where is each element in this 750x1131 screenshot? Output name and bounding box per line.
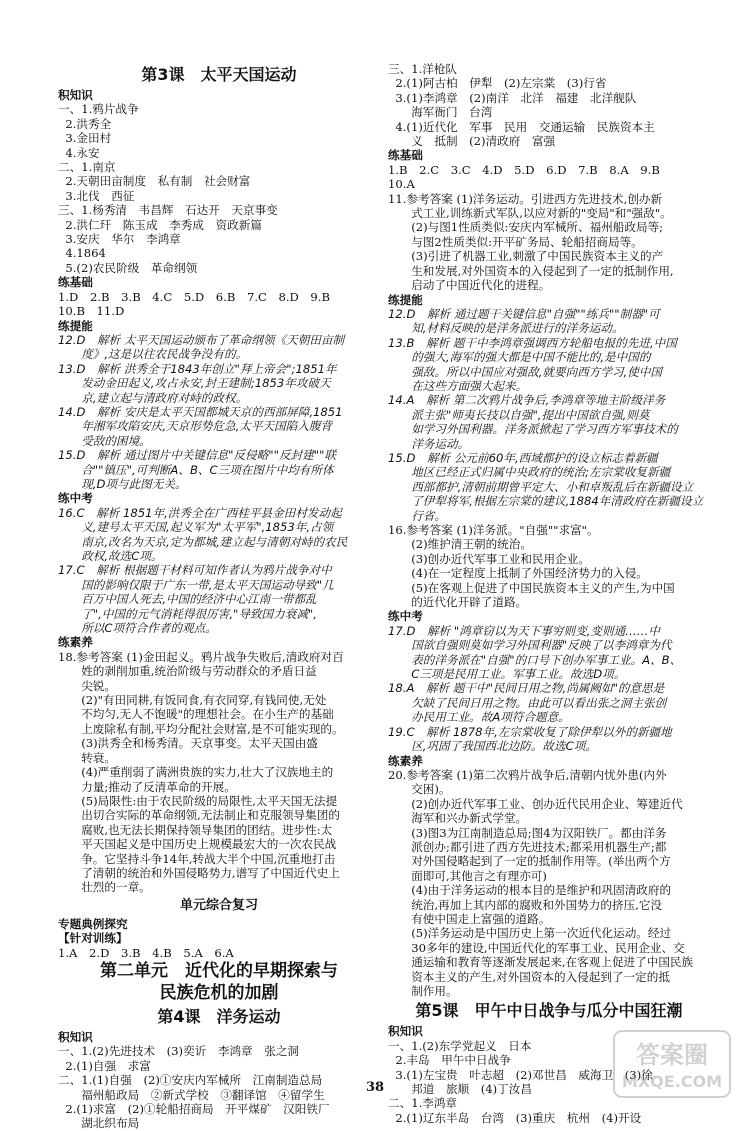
text-line: 办民用工业。故A项符合题意。 <box>388 710 570 725</box>
text-line: 强敌。所以中国应对强敌,就要向西方学习,使中国 <box>388 364 663 379</box>
text-line: 一、1.(2)东学党起义 日本 <box>388 1038 532 1053</box>
text-line: 二、1.李鸿章 <box>388 1096 458 1111</box>
text-line: 启动了中国近代化的进程。 <box>388 278 551 293</box>
text-line: 不均匀,无人不饱暖"的理想社会。在小生产的基础 <box>58 707 334 722</box>
text-line: 力量;推动了反清革命的开展。 <box>58 779 236 794</box>
text-line: (5)在客观上促进了中国民族资本主义的产生,为中国 <box>388 580 675 595</box>
text-line: 派创办;都引进了西方先进技术;都采用机器生产;都 <box>388 839 667 854</box>
text-line: 4.1864 <box>58 246 106 261</box>
text-line: 生和发展,对外国资本的入侵起到了一定的抵制作用, <box>388 263 674 278</box>
text-line: 度》,这是以往农民战争没有的。 <box>58 347 248 362</box>
lesson-title: 第4课 洋务运动 <box>157 1006 281 1026</box>
text-line: 30多年的建设,中国近代化的军事工业、民用企业、交 <box>388 940 685 955</box>
text-line: 对外国侵略起到了一定的抵制作用等。(举出两个方 <box>388 854 671 869</box>
text-line: 12.D 解析 通过题干关键信息"自强""练兵""制器"可 <box>388 306 660 321</box>
text-line: 14.A 解析 第二次鸦片战争后,李鸿章等地主阶级洋务 <box>388 393 666 408</box>
text-line: 11.参考答案 (1)洋务运动。引进西方先进技术,创办新 <box>388 191 663 206</box>
text-line: 2.(1)求富 (2)①轮船招商局 开平煤矿 汉阳铁厂 <box>58 1102 330 1116</box>
text-line: 洋务运动。 <box>388 436 470 451</box>
text-line: 统治,再加上其内部的腐败和外国势力的挤压,它没 <box>388 897 663 912</box>
text-line: 了",中国的元气消耗得很厉害,"导致国力衰减", <box>58 606 317 621</box>
text-line: 地区已经正式归属中央政府的统治;左宗棠收复新疆 <box>388 465 671 480</box>
left-column <box>58 62 380 1131</box>
text-line: 4.(1)近代化 军事 民用 交通运输 民族资本主 <box>388 119 655 134</box>
text-line: 西部都护,清朝前期曾平定大、小和卓叛乱后在新疆设立 <box>388 479 694 494</box>
text-line: 义 抵制 (2)清政府 富强 <box>388 134 556 149</box>
text-line: (4)在一定程度上抵制了外国经济势力的入侵。 <box>388 566 648 581</box>
text-line: 16.C 解析 1851年,洪秀全在广西桂平县金田村发动起 <box>58 505 342 520</box>
text-line: 2.丰岛 甲午中日战争 <box>388 1053 511 1068</box>
section-heading: 练提能 <box>58 318 93 333</box>
text-line: (4)严重削弱了满洲贵族的实力,壮大了汉族地主的 <box>58 765 334 780</box>
text-line: 京,建立起与清政府对峙的政权。 <box>58 390 248 405</box>
text-line: 表的洋务派在"自强"的口号下创办军事工业。A、B、 <box>388 652 682 667</box>
text-line: (3)创办近代军事工业和民用企业。 <box>388 551 590 566</box>
section-heading: 练中考 <box>58 491 93 506</box>
section-heading: 【针对训练】 <box>58 931 128 946</box>
text-line: 区,巩固了我国西北边防。故选C项。 <box>388 739 597 754</box>
watermark-bottom: MXQE.COM <box>621 1072 723 1091</box>
text-line: 20.参考答案 (1)第二次鸦片战争后,清朝内忧外患(内外 <box>388 767 667 782</box>
text-line: 1.D 2.B 3.B 4.C 5.D 6.B 7.C 8.D 9.B <box>58 289 331 304</box>
text-line: 3.金田村 <box>58 131 112 146</box>
text-line: 4.永安 <box>58 145 100 160</box>
text-line: 在这些方面强大起来。 <box>388 378 528 393</box>
text-line: 海军衙门 台湾 <box>388 105 493 120</box>
text-line: 2.(1)自强 求富 <box>58 1058 151 1073</box>
text-line: 14.D 解析 安庆是太平天国都城天京的西部屏障,1851 <box>58 404 343 419</box>
section-heading: 练中考 <box>388 609 423 624</box>
section-heading: 练基础 <box>58 275 93 290</box>
text-line: 政权,故选C项。 <box>58 549 163 563</box>
text-line: (2)与图1性质类似:安庆内军械所、福州船政局等; <box>388 220 664 235</box>
text-line: 17.C 解析 根据题干材料可知作者认为鸦片战争对中 <box>58 563 332 578</box>
text-line: 二、1.(1)自强 (2)①安庆内军械所 江南制造总局 <box>58 1073 323 1088</box>
text-line: (2)维护清王朝的统治。 <box>388 537 532 552</box>
text-line: 百万中国人死去,中国的经济中心江南一带都乱 <box>58 592 317 607</box>
text-line: 13.D 解析 洪秀全于1843年创立"拜上帝会";1851年 <box>58 361 337 376</box>
text-line: 上废除私有制,平均分配社会财富,是不可能实现的。 <box>58 721 344 736</box>
text-line: 18.参考答案 (1)金田起义。鸦片战争失败后,清政府对百 <box>58 649 344 664</box>
text-line: 10.A <box>388 177 415 192</box>
text-line: 2.(1)阿古柏 伊犁 (2)左宗棠 (3)行省 <box>388 76 607 91</box>
text-line: 转衰。 <box>58 750 116 765</box>
text-line: 争。它坚持斗争14年,转战大半个中国,沉重地打击 <box>58 851 336 866</box>
text-line: (4)由于洋务运动的根本目的是维护和巩固清政府的 <box>388 883 672 898</box>
text-line: 如学习外国利器。洋务派掀起了学习西方军事技术的 <box>388 422 678 437</box>
text-line: 南京,改名为天京,定为都城,建立起与清朝对峙的农民 <box>58 534 348 549</box>
text-line: 式工业,训练新式军队,以应对新的"变局"和"强敌"。 <box>388 206 672 221</box>
text-line: 派主张"师夷长技以自强",提出中国欲自强,则莫 <box>388 407 650 422</box>
text-line: 19.C 解析 1878年,左宗棠收复了除伊犁以外的新疆地 <box>388 724 672 739</box>
text-line: 的近代化开辟了道路。 <box>388 595 528 610</box>
text-line: 2.(1)辽东半岛 台湾 (3)重庆 杭州 (4)开设 <box>388 1110 642 1125</box>
text-line: 17.D 解析 "鸿章窃以为天下事穷则变,变则通……中 <box>388 623 660 638</box>
section-heading: 积知识 <box>58 88 93 102</box>
text-line: 2.天朝田亩制度 私有制 社会财富 <box>58 174 251 189</box>
section-heading: 积知识 <box>388 1024 423 1039</box>
text-line: 二、1.南京 <box>58 160 116 175</box>
text-line: 10.B 11.D <box>58 304 125 319</box>
lesson-title: 第5课 甲午中日战争与瓜分中国狂潮 <box>415 1001 683 1021</box>
text-line: 年湘军攻陷安庆,天京形势危急,太平天国陷入腹背 <box>58 419 333 434</box>
text-line: (3)洪秀全和杨秀清。天京事变。太平天国由盛 <box>58 736 318 751</box>
text-line: (2)创办近代军事工业、创办近代民用企业、筹建近代 <box>388 796 683 811</box>
text-line: 1.A 2.D 3.B 4.B 5.A 6.A <box>58 945 234 960</box>
text-line: 行省。 <box>388 508 446 523</box>
text-line: 制作用。 <box>388 984 458 998</box>
text-line: (3)引进了机器工业,刺激了中国民族资本主义的产 <box>388 249 664 264</box>
text-line: 一、1.(2)先进技术 (3)奕䜣 李鸿章 张之洞 <box>58 1044 300 1059</box>
text-line: 合""镇压",可判断A、B、C三项在图片中均有所体 <box>58 462 334 477</box>
lesson-title: 第3课 太平天国运动 <box>141 65 297 84</box>
watermark-logo <box>612 1029 732 1099</box>
text-line: 所以C项符合作者的观点。 <box>58 621 217 636</box>
text-line: (3)图3为江南制造总局;图4为汉阳铁厂。都由洋务 <box>388 825 667 840</box>
text-line: 18.A 解析 题干中"民间日用之物,尚属阙如"的意思是 <box>388 681 665 696</box>
right-column <box>388 62 710 1125</box>
text-line: (5)洋务运动是中国历史上第一次近代化运动。经过 <box>388 926 672 941</box>
text-line: (2)"有田同耕,有饭同食,有衣同穿,有钱同使,无处 <box>58 693 327 708</box>
text-line: 13.B 解析 题干中李鸿章强调西方轮船电报的先进,中国 <box>388 335 677 350</box>
text-line: 的强大,海军的强大都是中国不能比的,是中国的 <box>388 350 651 365</box>
lesson-title: 民族危机的加剧 <box>159 982 279 1003</box>
text-line: 3.(1)李鸿章 (2)南洋 北洋 福建 北洋舰队 <box>388 90 637 105</box>
text-line: 1.B 2.C 3.C 4.D 5.D 6.D 7.B 8.A 9.B <box>388 162 660 177</box>
text-line: 出切合实际的革命纲领,无法制止和克服领导集团的 <box>58 808 340 823</box>
text-line: 海军和兴办新式学堂。 <box>388 811 528 826</box>
text-line: 2.洪仁玕 陈玉成 李秀成 资政新篇 <box>58 217 262 232</box>
text-line: 尖锐。 <box>58 678 116 693</box>
text-line: 面即可,其他言之有理亦可) <box>388 868 547 883</box>
watermark-top: 答案圈 <box>636 1041 708 1069</box>
text-line: 福州船政局 ②新式学校 ③翻译馆 ④留学生 <box>58 1087 325 1102</box>
text-line: 3.北伐 西征 <box>58 188 135 203</box>
text-line: 欠缺了民间日用之物。由此可以看出张之洞主张创 <box>388 695 667 710</box>
text-line: 三、1.洋枪队 <box>388 62 458 76</box>
section-heading: 练素养 <box>388 753 423 768</box>
text-line: 三、1.杨秀清 韦昌辉 石达开 天京事变 <box>58 203 278 218</box>
text-line: 发动金田起义,攻占永安,封王建制;1853年攻破天 <box>58 376 331 391</box>
text-line: 国的影响仅限于广东一带,是太平天国运动导致"几 <box>58 577 334 592</box>
text-line: 姓的剥削加重,统治阶级与劳动群众的矛盾日益 <box>58 664 317 679</box>
text-line: 国欲自强则莫如学习外国利器"反映了以李鸿章为代 <box>388 638 672 653</box>
text-line: 15.D 解析 公元前60年,西域都护的设立标志着新疆 <box>388 450 658 465</box>
text-line: 16.参考答案 (1)洋务派。"自强""求富"。 <box>388 523 599 537</box>
lesson-title: 单元综合复习 <box>179 897 258 913</box>
section-heading: 积知识 <box>58 1029 93 1044</box>
text-line: 现,D项与此图无关。 <box>58 476 187 491</box>
text-line: 了清朝的统治和外国侵略势力,谱写了中国近代史上 <box>58 865 340 880</box>
text-line: 邦道 旅顺 (4)丁汝昌 <box>388 1082 532 1097</box>
text-line: 资本主义的产生,对外国资本的入侵起到了一定的抵 <box>388 969 670 984</box>
text-line: 2.洪秀全 <box>58 116 112 131</box>
text-line: 壮烈的一章。 <box>58 880 151 895</box>
text-line: 3.安庆 华尔 李鸿章 <box>58 232 181 247</box>
text-line: 一、1.鸦片战争 <box>58 102 139 117</box>
text-line: (5)局限性:由于农民阶级的局限性,太平天国无法提 <box>58 793 338 808</box>
lesson-title: 第二单元 近代化的早期探索与 <box>100 960 338 981</box>
text-line: 义,建号太平天国,起义军为"太平军",1853年,占领 <box>58 520 334 535</box>
text-line: 5.(2)农民阶级 革命纲领 <box>58 260 198 275</box>
text-line: 湖北织布局 <box>58 1116 140 1131</box>
text-line: 有使中国走上富强的道路。 <box>388 911 551 926</box>
section-heading: 练基础 <box>388 148 423 163</box>
text-line: C三项是民用工业。军事工业。故选D项。 <box>388 667 626 682</box>
page-number: 38 <box>365 1080 385 1095</box>
section-heading: 专题典例探究 <box>58 916 128 931</box>
text-line: 受敌的困境。 <box>58 433 151 448</box>
text-line: 腐败,也无法长期保持领导集团的团结。进步性:太 <box>58 822 333 837</box>
text-line: 了伊犁将军,根据左宗棠的建议,1884年清政府在新疆设立 <box>388 494 704 509</box>
text-line: 平天国起义是中国历史上规模最宏大的一次农民战 <box>58 837 337 852</box>
text-line: 15.D 解析 通过图片中关键信息"反侵略""反封建""联 <box>58 448 336 463</box>
text-line: 与图2性质类似:开平矿务局、轮船招商局等。 <box>388 234 643 249</box>
text-line: 3.(1)左宝贵 叶志超 (2)邓世昌 威海卫 (3)徐 <box>388 1067 653 1082</box>
section-heading: 练素养 <box>58 635 93 650</box>
text-line: 交困)。 <box>388 782 451 797</box>
text-line: 12.D 解析 太平天国运动颁布了革命纲领《天朝田亩制 <box>58 332 345 347</box>
text-line: 知,材料反映的是洋务派进行的洋务运动。 <box>388 321 624 336</box>
text-line: 通运输和教育等逐渐发展起来,在客观上促进了中国民族 <box>388 955 694 970</box>
section-heading: 练提能 <box>388 292 423 307</box>
